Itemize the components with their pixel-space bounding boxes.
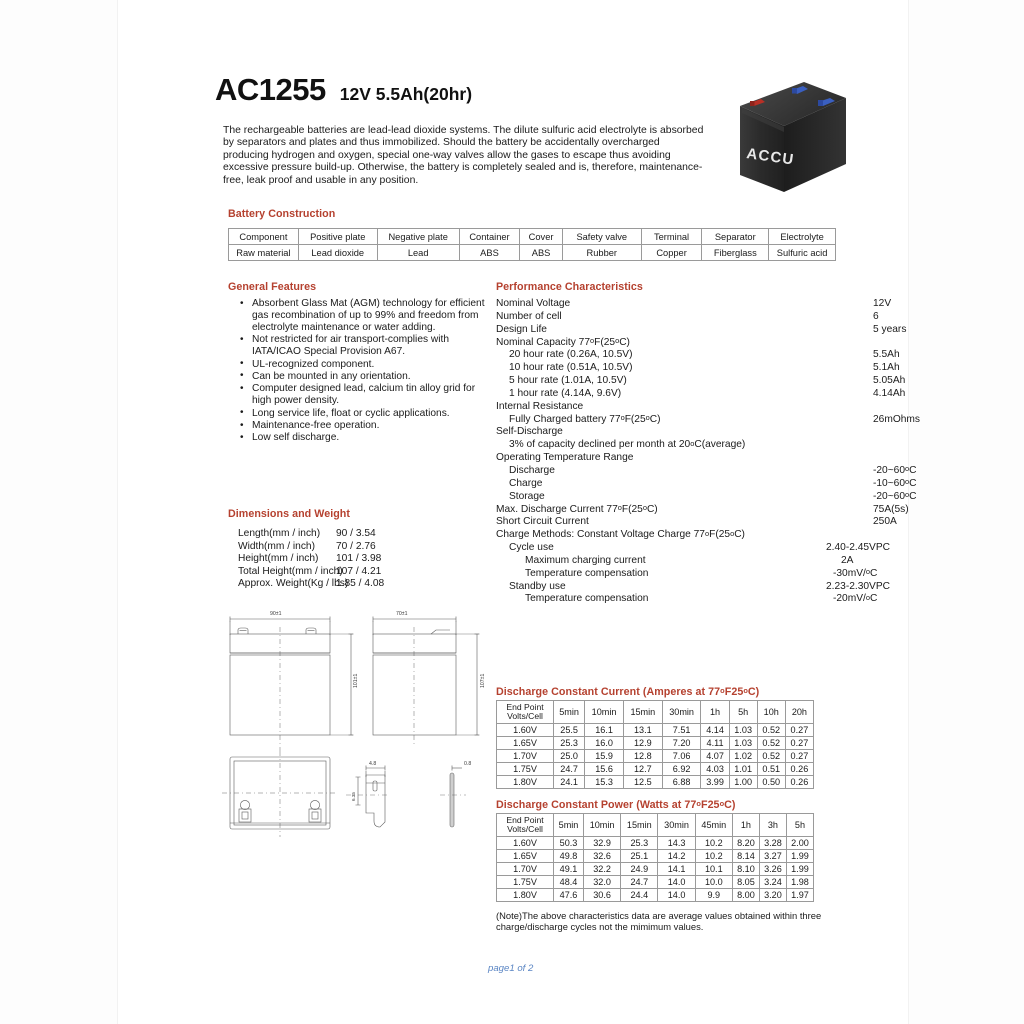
table-cell: 50.3 [554,836,584,849]
terminal-detail-drawing [346,766,466,828]
short-circuit-label: Short Circuit Current [496,516,589,528]
fully-charged-value: 26mOhms [873,413,920,425]
dim-side-width: 70±1 [396,611,408,617]
table-cell: 25.1 [621,849,658,862]
row-label: 1.60V [497,723,554,736]
table-cell: 16.1 [585,723,624,736]
dimension-label: Total Height(mm / inch) [238,565,343,577]
table-cell: 8.00 [732,888,759,901]
table-cell: 24.4 [621,888,658,901]
table-cell: 1.97 [786,888,813,901]
table-cell: 0.26 [785,775,813,788]
table-cell: 0.52 [757,749,785,762]
table-cell: 2.00 [786,836,813,849]
page-number: page1 of 2 [488,963,534,974]
table-cell: Lead [377,245,459,261]
table-cell: 32.2 [583,862,620,875]
standby-use-label: Standby use [509,580,566,592]
row-label: 1.75V [497,875,554,888]
table-cell: 49.1 [554,862,584,875]
technical-drawings [218,605,508,860]
self-discharge-label: Self-Discharge [496,426,563,438]
row-label: 1.80V [497,888,554,901]
table-cell: 9.9 [695,888,732,901]
table-cell: 14.0 [658,888,695,901]
table-row [229,229,836,245]
table-cell: 15.6 [585,762,624,775]
column-header: 10min [583,814,620,837]
list-item: • Long service life, float or cyclic applications. [238,408,488,420]
table-row [497,836,814,849]
general-features-list [238,298,488,445]
table-cell: 4.03 [701,762,729,775]
table-cell: 1.99 [786,862,813,875]
table-cell: 25.3 [621,836,658,849]
table-cell: 3.99 [701,775,729,788]
max-charging-current-value: 2A [841,554,854,566]
dimension-label: Length(mm / inch) [238,528,321,539]
rate-5h-value: 5.05Ah [873,375,906,387]
table-cell: Safety valve [562,229,641,245]
table-cell: Fiberglass [702,245,769,261]
standby-temp-comp-value: -20mV/$^o$C [833,592,878,605]
table-cell: Negative plate [377,229,459,245]
charge-temp-value: -10~60$^o$C [873,477,917,489]
short-circuit-value: 250A [873,516,897,528]
max-charging-current-label: Maximum charging current [525,554,646,566]
section-heading-discharge-current: Discharge Constant Current (Amperes at 77$^o$F25$^o$C) [496,685,760,698]
table-cell: 32.0 [583,875,620,888]
row-label: 1.60V [497,836,554,849]
list-item: • Not restricted for air transport-complies with IATA/ICAO Special Provision A67. [238,334,488,358]
nominal-voltage-value: 12V [873,298,892,309]
rate-1h-value: 4.14Ah [873,387,906,399]
table-cell: 1.98 [786,875,813,888]
table-cell: 3.24 [759,875,786,888]
dim-terminal-height: 6.35 [351,792,356,801]
dimension-value: 90 / 3.54 [336,528,376,539]
table-cell: 8.20 [732,836,759,849]
table-row [497,875,814,888]
cycle-temp-comp-label: Temperature compensation [525,567,649,579]
table-cell: 3.26 [759,862,786,875]
table-cell: 7.06 [662,749,701,762]
table-cell: 10.0 [695,875,732,888]
list-item: • Can be mounted in any orientation. [238,371,488,383]
table-cell: 4.14 [701,723,729,736]
row-header-label: End Point Volts/Cell [497,814,554,837]
table-cell: 12.5 [623,775,662,788]
standby-temp-comp-label: Temperature compensation [525,593,649,605]
table-cell: 12.7 [623,762,662,775]
column-header: 45min [695,814,732,837]
row-label: 1.70V [497,749,554,762]
table-cell: 25.5 [554,723,585,736]
table-cell: 24.1 [554,775,585,788]
dimension-label: Width(mm / inch) [238,540,315,552]
side-view-drawing [373,617,480,746]
table-cell: 47.6 [554,888,584,901]
table-cell: 1.00 [729,775,757,788]
nominal-capacity-label: Nominal Capacity 77$^o$F(25$^o$C) [496,336,630,348]
design-life-value: 5 years [873,323,907,335]
max-discharge-value: 75A(5s) [873,503,909,515]
table-cell: 0.52 [757,723,785,736]
table-cell: Positive plate [298,229,377,245]
column-header: 20h [785,701,813,724]
row-label: 1.65V [497,849,554,862]
dimension-row [238,553,498,566]
model-rating: 12V 5.5Ah(20hr) [339,84,473,104]
table-cell: 8.10 [732,862,759,875]
table-cell: 24.7 [621,875,658,888]
list-item: • UL-recognized component. [238,359,488,371]
table-cell: Sulfuric acid [769,245,836,261]
table-cell: 14.1 [658,862,695,875]
dimension-row [238,578,498,591]
table-cell: 15.3 [585,775,624,788]
table-cell: ABS [520,245,562,261]
dimension-value: 70 / 2.76 [336,540,376,552]
table-cell: 0.27 [785,723,813,736]
table-cell: 4.11 [701,736,729,749]
table-cell: 0.52 [757,736,785,749]
storage-temp-label: Storage [509,490,545,502]
dimensions-list [238,528,498,591]
table-cell: 3.28 [759,836,786,849]
table-row [497,736,814,749]
table-cell: Separator [702,229,769,245]
table-cell: Terminal [641,229,702,245]
table-cell: 3.27 [759,849,786,862]
dimension-row [238,541,498,554]
rate-5h-label: 5 hour rate (1.01A, 10.5V) [509,375,627,387]
discharge-constant-power-table [496,813,814,902]
column-header: 1h [701,701,729,724]
column-header: 1h [732,814,759,837]
table-header-row [497,701,814,724]
list-item: • Absorbent Glass Mat (AGM) technology for efficient gas recombination of up to 99% and freedom from electrolyte maintenance or water adding. [238,298,488,334]
dimension-value: 1.85 / 4.08 [336,578,385,590]
table-cell: Cover [520,229,562,245]
dimension-row [238,566,498,579]
table-cell: 32.9 [583,836,620,849]
column-header: 5h [786,814,813,837]
column-header: 15min [623,701,662,724]
row-label: 1.70V [497,862,554,875]
table-cell: 7.51 [662,723,701,736]
table-cell: 24.7 [554,762,585,775]
dim-terminal-thickness: 0.8 [464,761,472,767]
column-header: 15min [621,814,658,837]
section-heading-general-features: General Features [228,281,317,293]
table-cell: Copper [641,245,702,261]
column-header: 5min [554,701,585,724]
table-cell: 49.8 [554,849,584,862]
table-cell: 14.2 [658,849,695,862]
table-cell: 3.20 [759,888,786,901]
column-header: 5h [729,701,757,724]
list-item: • Maintenance-free operation. [238,420,488,432]
charge-temp-label: Charge [509,477,543,489]
table-cell: Raw material [229,245,299,261]
discharge-temp-value: -20~60$^o$C [873,464,917,476]
table-cell: 1.99 [786,849,813,862]
charge-methods-label: Charge Methods: Constant Voltage Charge 77$^o$F(25$^o$C) [496,528,745,541]
discharge-temp-label: Discharge [509,464,555,476]
section-heading-discharge-power: Discharge Constant Power (Watts at 77$^o$F25$^o$C) [496,798,736,811]
front-view-drawing [230,617,354,752]
table-row [229,245,836,261]
rate-10h-label: 10 hour rate (0.51A, 10.5V) [509,362,633,374]
discharge-constant-current-table [496,700,814,789]
operating-temp-label: Operating Temperature Range [496,452,634,464]
product-description: The rechargeable batteries are lead-lead dioxide systems. The dilute sulfuric acid electrolyte is absorbed by separators and plates and thus immobilized. Should the battery be accidentally overcharged producing hydrogen and oxygen, special one-way valves allow the gases to escape thus avoiding excessive pressure build-up. Otherwise, the battery is completely sealed and is, therefore, maintenance-free, leak proof and usable in any position. [223,125,704,186]
dim-front-height: 101±1 [353,673,359,688]
page-title: AC1255 [215,72,326,107]
standby-use-value: 2.23-2.30VPC [826,580,890,592]
design-life-label: Design Life [496,323,547,335]
table-cell: Component [229,229,299,245]
list-item: • Computer designed lead, calcium tin alloy grid for high power density. [238,383,488,407]
table-note: (Note)The above characteristics data are average values obtained within three charge/discharge cycles not the mimimum values. [496,910,822,933]
column-header: 3h [759,814,786,837]
table-cell: 10.2 [695,836,732,849]
fully-charged-label: Fully Charged battery 77$^o$F(25$^o$C) [509,413,661,425]
row-label: 1.75V [497,762,554,775]
table-cell: 0.26 [785,762,813,775]
dim-side-height: 107±1 [480,673,486,688]
dimension-label: Approx. Weight(Kg / lbs) [238,578,349,590]
rate-20h-label: 20 hour rate (0.26A, 10.5V) [509,349,633,361]
table-cell: 14.0 [658,875,695,888]
table-row [497,888,814,901]
table-cell: 7.20 [662,736,701,749]
nominal-voltage-label: Nominal Voltage [496,298,571,309]
dimension-label: Height(mm / inch) [238,553,319,565]
rate-1h-label: 1 hour rate (4.14A, 9.6V) [509,387,622,399]
row-header-label: End Point Volts/Cell [497,701,554,724]
table-cell: 10.2 [695,849,732,862]
section-heading-battery-construction: Battery Construction [228,208,336,220]
table-row [497,775,814,788]
battery-construction-table [228,228,836,261]
table-cell: 48.4 [554,875,584,888]
dimension-value: 107 / 4.21 [336,565,382,577]
page-sheet [118,0,920,1024]
cycle-use-value: 2.40-2.45VPC [826,542,890,554]
cycle-temp-comp-value: -30mV/$^o$C [833,567,878,579]
dimension-row [238,528,498,541]
max-discharge-label: Max. Discharge Current 77$^o$F(25$^o$C) [496,503,658,515]
table-cell: 25.3 [554,736,585,749]
dim-terminal-width: 4.8 [369,761,377,767]
table-row [497,762,814,775]
table-cell: 1.03 [729,736,757,749]
table-cell: 10.1 [695,862,732,875]
table-cell: Container [459,229,520,245]
table-cell: 6.92 [662,762,701,775]
list-item: • Low self discharge. [238,432,488,444]
table-cell: 8.14 [732,849,759,862]
table-cell: Electrolyte [769,229,836,245]
table-cell: 0.27 [785,749,813,762]
column-header: 5min [554,814,584,837]
number-of-cell-label: Number of cell [496,310,562,322]
table-cell: 0.51 [757,762,785,775]
section-heading-performance: Performance Characteristics [496,281,643,293]
column-header: 30min [662,701,701,724]
table-cell: 12.9 [623,736,662,749]
internal-resistance-label: Internal Resistance [496,400,584,412]
column-header: 30min [658,814,695,837]
top-view-drawing [222,751,338,837]
table-cell: 1.03 [729,723,757,736]
table-cell: 1.02 [729,749,757,762]
table-cell: 8.05 [732,875,759,888]
table-row [497,849,814,862]
table-cell: 6.88 [662,775,701,788]
performance-characteristics-list [496,298,920,606]
table-cell: 1.01 [729,762,757,775]
column-header: 10h [757,701,785,724]
table-cell: ABS [459,245,520,261]
table-cell: 14.3 [658,836,695,849]
table-header-row [497,814,814,837]
datasheet-page [118,0,920,1024]
rate-20h-value: 5.5Ah [873,349,900,361]
self-discharge-detail: 3% of capacity declined per month at 20$^o$C(average) [509,438,746,451]
section-heading-dimensions: Dimensions and Weight [228,508,350,520]
column-header: 10min [585,701,624,724]
battery-brand-label: ACCU [745,145,796,169]
table-row [497,862,814,875]
table-cell: Rubber [562,245,641,261]
rate-10h-value: 5.1Ah [873,362,900,374]
row-label: 1.65V [497,736,554,749]
table-cell: 25.0 [554,749,585,762]
table-cell: 16.0 [585,736,624,749]
table-cell: 12.8 [623,749,662,762]
storage-temp-value: -20~60$^o$C [873,490,917,502]
table-cell: 15.9 [585,749,624,762]
table-cell: 0.50 [757,775,785,788]
cycle-use-label: Cycle use [509,542,554,554]
table-cell: 0.27 [785,736,813,749]
dimension-value: 101 / 3.98 [336,553,382,565]
number-of-cell-value: 6 [873,310,879,322]
table-cell: 13.1 [623,723,662,736]
table-row [497,723,814,736]
row-label: 1.80V [497,775,554,788]
dim-front-width: 90±1 [270,611,282,617]
table-cell: 4.07 [701,749,729,762]
table-cell: 24.9 [621,862,658,875]
table-row [497,749,814,762]
table-cell: 30.6 [583,888,620,901]
table-cell: 32.6 [583,849,620,862]
table-cell: Lead dioxide [298,245,377,261]
battery-product-image [732,72,852,200]
